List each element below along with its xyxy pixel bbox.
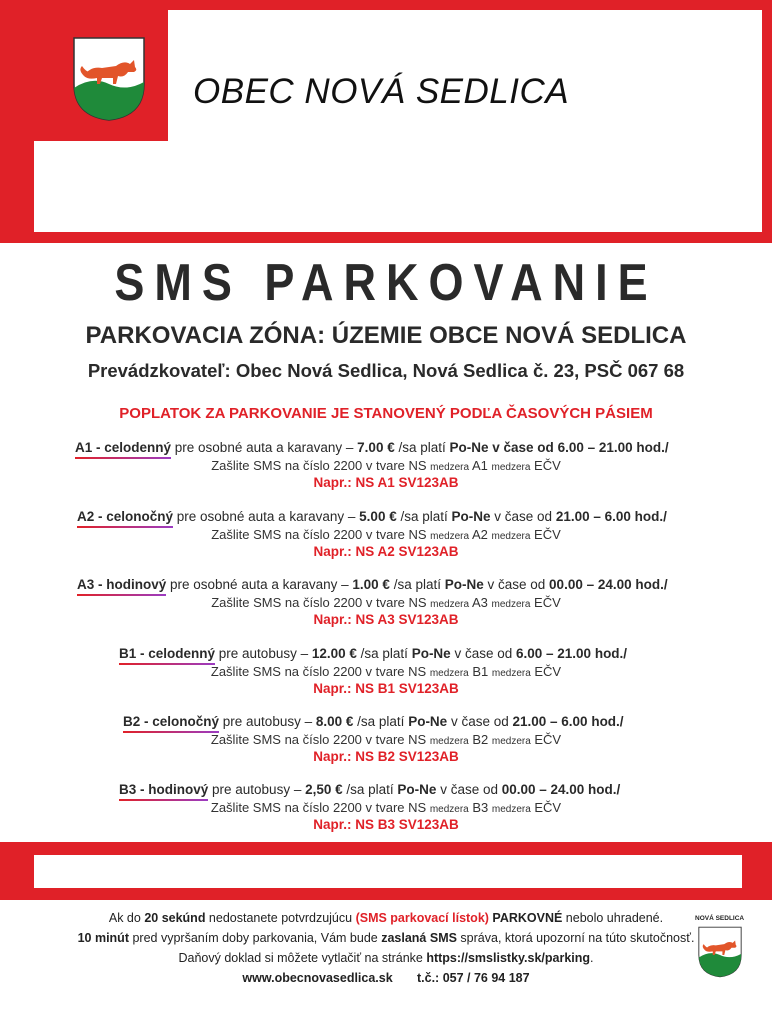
tariff-b3-sms — [0, 800, 772, 815]
sms-zone-code: B2 — [468, 732, 492, 747]
sms-instruction: Zašlite SMS na číslo 2200 v tvare NS — [211, 458, 431, 473]
footer-text: nebolo uhradené. — [562, 911, 664, 925]
tariff-code: B2 - celonočný — [123, 714, 220, 729]
tariff-a2-sms — [0, 527, 772, 542]
tariff-vehicle: pre autobusy – — [219, 714, 316, 729]
footer-text: 10 minút — [77, 931, 129, 945]
tariff-time: 21.00 – 6.00 hod./ — [555, 509, 667, 524]
tariff-time-pre: v čase od — [450, 646, 516, 661]
footer-text: Daňový doklad si môžete vytlačiť na stránke — [178, 951, 427, 965]
footer-text: nedostanete potvrdzujúcu — [205, 911, 356, 925]
footer-white-panel — [34, 855, 742, 888]
tariff-a1-example: Napr.: NS A1 SV123AB — [313, 475, 459, 490]
footer-text: . — [590, 951, 594, 965]
tariff-time: 00.00 – 24.00 hod./ — [501, 782, 621, 797]
tariff-a3-example: Napr.: NS A3 SV123AB — [313, 612, 459, 627]
tariff-valid: /sa platí — [356, 646, 412, 661]
tariff-a3-sms — [0, 595, 772, 610]
tariff-days: Po-Ne — [444, 577, 484, 592]
tariff-b2-line — [123, 714, 624, 729]
tariff-time-pre: v čase od — [447, 714, 513, 729]
tariff-valid: /sa platí — [394, 440, 450, 455]
sms-separator: medzera — [429, 804, 469, 815]
tariff-time-pre: v čase od — [436, 782, 502, 797]
sms-zone-code: B1 — [468, 664, 492, 679]
tariff-valid: /sa platí — [342, 782, 398, 797]
footer-text: správa, ktorá upozorní na túto skutočnosť. — [456, 931, 695, 945]
tariff-time-pre: v čase od — [488, 440, 558, 455]
sms-zone-code: A3 — [469, 595, 492, 610]
sms-ecv: EČV — [530, 458, 561, 473]
sms-ecv: EČV — [530, 664, 562, 679]
sms-separator: medzera — [491, 804, 531, 815]
tariff-b1-line — [119, 646, 627, 661]
tariff-valid: /sa platí — [396, 509, 452, 524]
tariff-days: Po-Ne — [449, 440, 489, 455]
tariff-price: 5.00 € — [359, 509, 397, 524]
page-title: SMS PARKOVANIE — [114, 253, 658, 312]
sms-separator: medzera — [491, 599, 531, 610]
sms-separator: medzera — [491, 531, 531, 542]
crest-label: NOVÁ SEDLICA — [695, 915, 745, 922]
footer-line-1 — [0, 908, 772, 928]
tariff-price: 12.00 € — [311, 646, 357, 661]
coat-of-arms-icon — [697, 926, 743, 978]
tariff-price: 8.00 € — [315, 714, 354, 729]
tariff-b3-line — [119, 782, 620, 797]
footer-text: PARKOVNÉ — [488, 911, 563, 925]
tariff-code: A3 - hodinový — [77, 577, 167, 592]
phone-number: t.č.: 057 / 76 94 187 — [417, 971, 530, 985]
tariff-vehicle: pre autobusy – — [208, 782, 306, 797]
tariff-code: B3 - hodinový — [119, 782, 209, 797]
sms-ecv: EČV — [530, 800, 562, 815]
tariff-valid: /sa platí — [389, 577, 445, 592]
footer-info — [0, 908, 772, 988]
sms-ecv: EČV — [530, 595, 561, 610]
sms-instruction: Zašlite SMS na číslo 2200 v tvare NS — [210, 664, 430, 679]
tariff-price: 7.00 € — [357, 440, 395, 455]
tariff-valid: /sa platí — [353, 714, 409, 729]
tariff-days: Po-Ne — [411, 646, 451, 661]
header-white-panel-lower — [34, 141, 762, 232]
fee-note: POPLATOK ZA PARKOVANIE JE STANOVENÝ PODĽA ČASOVÝCH PÁSIEM — [119, 405, 653, 422]
tariff-a1-line — [75, 440, 669, 455]
tariff-days: Po-Ne — [451, 509, 491, 524]
sms-separator: medzera — [430, 531, 470, 542]
tariff-days: Po-Ne — [408, 714, 448, 729]
tariff-time-pre: v čase od — [483, 577, 550, 592]
footer-line-4 — [0, 968, 772, 988]
tariff-a3-line — [77, 577, 668, 592]
sms-instruction: Zašlite SMS na číslo 2200 v tvare NS — [211, 527, 431, 542]
coat-of-arms-icon — [72, 36, 146, 122]
tariff-vehicle: pre autobusy – — [215, 646, 312, 661]
tariff-vehicle: pre osobné auta a karavany – — [173, 509, 360, 524]
sms-instruction: Zašlite SMS na číslo 2200 v tvare NS — [210, 732, 430, 747]
footer-line-2 — [0, 928, 772, 948]
town-name: OBEC NOVÁ SEDLICA — [193, 72, 570, 111]
sms-separator: medzera — [491, 668, 531, 679]
parking-zone: PARKOVACIA ZÓNA: ÚZEMIE OBCE NOVÁ SEDLICA — [85, 322, 687, 349]
sms-separator: medzera — [430, 599, 470, 610]
sms-instruction: Zašlite SMS na číslo 2200 v tvare NS — [211, 595, 431, 610]
footer-text: (SMS parkovací lístok) — [355, 911, 489, 925]
tariff-a1-sms — [0, 458, 772, 473]
tariff-price: 1.00 € — [352, 577, 390, 592]
footer-text: 20 sekúnd — [144, 911, 206, 925]
sms-ecv: EČV — [530, 527, 561, 542]
tariff-b1-example: Napr.: NS B1 SV123AB — [313, 681, 459, 696]
tariff-time: 6.00 – 21.00 hod./ — [557, 440, 669, 455]
tariff-b1-sms — [0, 664, 772, 679]
website-link[interactable]: www.obecnovasedlica.sk — [242, 971, 393, 985]
tariff-vehicle: pre osobné auta a karavany – — [166, 577, 353, 592]
tariff-code: B1 - celodenný — [119, 646, 216, 661]
tariff-vehicle: pre osobné auta a karavany – — [171, 440, 358, 455]
tariff-a2-line — [77, 509, 667, 524]
tariff-time: 21.00 – 6.00 hod./ — [512, 714, 624, 729]
sms-separator: medzera — [430, 462, 470, 473]
tariff-b3-example: Napr.: NS B3 SV123AB — [313, 817, 459, 832]
footer-line-3 — [0, 948, 772, 968]
tariff-price: 2,50 € — [305, 782, 343, 797]
footer-text: zaslaná SMS — [381, 931, 457, 945]
sms-ecv: EČV — [530, 732, 562, 747]
tariff-b2-example: Napr.: NS B2 SV123AB — [313, 749, 459, 764]
tariff-b2-sms — [0, 732, 772, 747]
tariff-code: A1 - celodenný — [75, 440, 172, 455]
sms-zone-code: A1 — [469, 458, 492, 473]
tariff-time: 6.00 – 21.00 hod./ — [516, 646, 628, 661]
sms-instruction: Zašlite SMS na číslo 2200 v tvare NS — [210, 800, 430, 815]
tariff-days: Po-Ne — [397, 782, 437, 797]
sms-zone-code: A2 — [469, 527, 492, 542]
sms-separator: medzera — [429, 668, 469, 679]
sms-separator: medzera — [429, 736, 469, 747]
tariff-a2-example: Napr.: NS A2 SV123AB — [313, 544, 459, 559]
tariff-code: A2 - celonočný — [77, 509, 174, 524]
footer-text: Ak do — [108, 911, 145, 925]
sms-separator: medzera — [491, 462, 531, 473]
sms-separator: medzera — [491, 736, 531, 747]
operator-info: Prevádzkovateľ: Obec Nová Sedlica, Nová Sedlica č. 23, PSČ 067 68 — [87, 360, 685, 381]
tariff-time-pre: v čase od — [490, 509, 556, 524]
parking-url[interactable]: https://smslistky.sk/parking — [426, 951, 591, 965]
footer-text: pred vypršaním doby parkovania, Vám bude — [128, 931, 382, 945]
sms-zone-code: B3 — [468, 800, 492, 815]
tariff-time: 00.00 – 24.00 hod./ — [549, 577, 668, 592]
